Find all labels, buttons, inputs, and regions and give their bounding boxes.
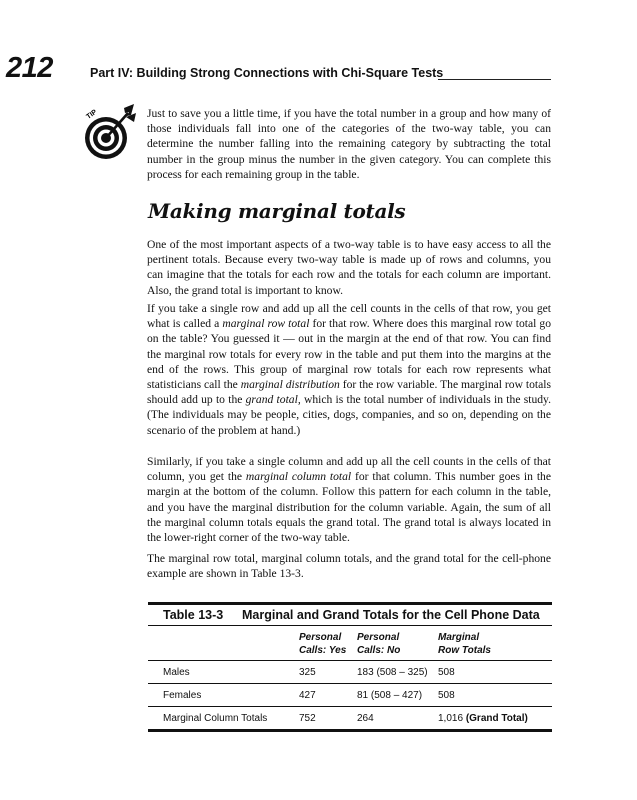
row-label: Males [148, 661, 299, 684]
cell-yes-total: 752 [299, 707, 357, 731]
row-label: Females [148, 684, 299, 707]
cell-yes: 427 [299, 684, 357, 707]
text-run: Similarly, if you take a single column and add up all the cell counts in the cells of that column, you get the [147, 455, 551, 484]
cell-no: 183 (508 – 325) [357, 661, 438, 684]
table-row [148, 661, 552, 684]
part-title: Part IV: Building Strong Connections with Chi-Square Tests [90, 66, 444, 80]
totals-table [148, 626, 552, 732]
paragraph-intro: One of the most important aspects of a two-way table is to have easy access to all the pertinent totals. Because every two-way table is made up of rows and columns, you can imagine that the totals for each row and the totals for each column are important. Also, the grand total is important to know. [147, 238, 551, 297]
text-run: for that column. This number goes in the margin at the bottom of the column. Follow this pattern for each column in the table, and you have the marginal distribution for the column variable. Again, the sum of all the marginal column totals equals the grand total. The grand total is always located in the lower-right corner of the two-way table. [147, 470, 551, 545]
term-marginal-distribution: marginal distribution [240, 378, 340, 392]
paragraph-marginal-row [147, 301, 551, 438]
table-title: Marginal and Grand Totals for the Cell Phone Data [242, 608, 540, 622]
paragraph-marginal-column [147, 454, 551, 545]
data-table [148, 602, 552, 732]
header-calls-yes [299, 626, 357, 661]
text-run: for that row. Where does this marginal row total go on the table? You guessed it — out in the margin at the end of that row. You can find the marginal row totals for every row in the table and put them into the margins at the end of the rows. This group of marginal row totals for each row represents what statisticians call the [147, 317, 552, 392]
header-line: Calls: Yes [299, 645, 347, 656]
text-run: which is the total number of individuals in the study. (The individuals may be people, cities, dogs, companies, and so on, depending on the scenario of the problem at hand.) [147, 393, 551, 437]
header-rule [438, 79, 551, 80]
header-line: Marginal [438, 632, 480, 643]
table-row [148, 684, 552, 707]
cell-yes: 325 [299, 661, 357, 684]
cell-no: 81 (508 – 427) [357, 684, 438, 707]
table-caption [148, 602, 552, 626]
tip-text: Just to save you a little time, if you have the total number in a group and how many of those individuals fall into one of the categories of the two-way table, you can determine the number falling into the remaining category by subtracting the total number in the group minus the number in the given category. You can complete this process for each remaining group in the table. [147, 107, 551, 181]
table-totals-row [148, 707, 552, 731]
header-blank [148, 626, 299, 661]
header-row-totals [438, 626, 552, 661]
paragraph-table-reference: The marginal row total, marginal column totals, and the grand total for the cell-phone example are shown in Table 13-3. [147, 552, 551, 581]
table-number: Table 13-3 [163, 608, 224, 622]
cell-grand-total [438, 707, 552, 731]
text-run: If you take a single row and add up all the cell counts in the cells of that row, you get what is called a [147, 302, 551, 331]
grand-total-note: (Grand Total) [465, 712, 528, 724]
term-marginal-column-total: marginal column total [245, 470, 352, 484]
term-grand-total: grand total, [245, 393, 301, 407]
grand-total-value: 1,016 [438, 712, 464, 724]
page-number: 212 [6, 52, 53, 84]
cell-no-total: 264 [357, 707, 438, 731]
section-heading: Making marginal totals [148, 199, 406, 223]
tip-label: TIP [85, 108, 99, 121]
header-line: Personal [299, 632, 342, 643]
totals-row-label: Marginal Column Totals [148, 707, 299, 731]
cell-total: 508 [438, 661, 552, 684]
cell-total: 508 [438, 684, 552, 707]
tip-target-icon [82, 100, 140, 162]
header-line: Calls: No [357, 645, 401, 656]
page-header [0, 0, 637, 90]
text-run: for the row variable. The marginal row totals should add up to the [147, 378, 551, 407]
header-calls-no [357, 626, 438, 661]
table-header-row [148, 626, 552, 661]
header-line: Personal [357, 632, 400, 643]
term-marginal-row-total: marginal row total [222, 317, 310, 331]
header-line: Row Totals [438, 645, 491, 656]
